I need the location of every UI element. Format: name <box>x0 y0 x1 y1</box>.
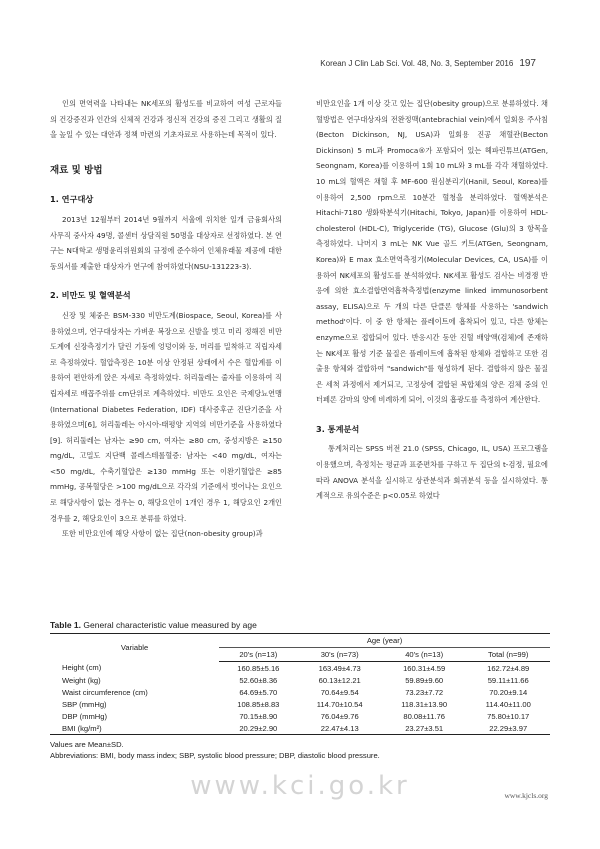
row-label: BMI (kg/m²) <box>50 722 219 735</box>
table-cell: 64.69±5.70 <box>239 687 278 697</box>
watermark: www.kci.go.kr <box>190 771 410 801</box>
blood-analysis-paragraph: 비만요인을 1개 이상 갖고 있는 집단(obesity group)으로 분류하였다. 채혈방법은 연구대상자의 전완정맥(antebrachial vein)에서 일회용 주사침(Becton Dickinson, NJ, USA)과 일회용 진공 채혈관(Becton Dickinson) 5 mL과 Promoca®가 포함되어 있는 헤파린튜브(ATGen, Seongnam, Korea)를 이용하여 1회 10 mL와 3 mL를 각각 채혈하였다. 10 mL의 혈액은 채혈 후 MF-600 원심분리기(Hanil, Seoul, Korea)를 이용하여 2,500 rpm으로 10분간 혈청을 분리하였다. 혈액분석은 Hitachi-7180 생화학분석기(Hitachi, Tokyo, Japan)를 이용하여 HDL-cholesterol (HDL-C), Triglyceride (TG), Glucose (Glu)의 3 항목을 측정하였다. 나머지 3 mL는 NK Vue 골드 키트(ATGen, Seongnam, Korea)와 E max 효소면역측정기(Molecular Devices, CA, USA)를 이용하여 NK세포의 활성도를 분석하였다. NK세포 활성도 검사는 비경쟁 반응에 의한 효소결합면역흡착측정법(enzyme linked immunosorbent assay, ELISA)으로 두 개의 다른 단클론 항체를 사용하는 'sandwich method'이다. 이 중 한 항체는 플레이트에 흡착되어 있고, 다른 항체는 enzyme으로 접합되어 있다. 반응시간 동안 진혈 배양액(검체)에 존재하는 NK세포 활성 기준 물질은 플레이트에 흡착된 항체와 결합하고 또한 검출용 항체와 결합하여 "sandwich"를 형성하게 된다. 결합하지 않은 물질은 세척 과정에서 제거되고, 고정상에 결합된 복합체의 양은 검체 중의 인터페론 감마의 양에 비례하게 되어, 이것의 흡광도를 측정하여 계산한다. <box>316 99 548 405</box>
subjects-paragraph: 2013년 12월부터 2014년 9월까지 서울에 위치한 일개 금융회사의 사무직 중사자 49명, 콜센터 상담직원 50명을 대상자로 선정하였다. 본 연구는 N대학교 생명윤리위원회의 규정에 준수하여 인체유래물 제공에 대한 동의서를 제출한 대상자가 연구에 참여하였다(NSU-131223-3). <box>50 214 282 271</box>
column-header: Total (n=99) <box>466 648 550 662</box>
table-title: General characteristic value measured by age <box>83 620 257 630</box>
table-cell: 22.29±3.97 <box>466 722 550 735</box>
table-cell: 52.60±8.36 <box>239 675 278 685</box>
table-cell: 23.27±3.51 <box>382 722 466 735</box>
row-label: SBP (mmHg) <box>62 699 107 709</box>
variable-header: Variable <box>50 634 219 662</box>
table-note-values: Values are Mean±SD. <box>50 740 124 749</box>
row-label: Height (cm) <box>62 663 102 673</box>
table-cell: 160.85±5.16 <box>237 663 280 673</box>
intro-paragraph: 인의 면역력을 나타내는 NK세포의 활성도를 비교하여 여성 근로자들의 건강증진과 인간의 신체적 건강과 정신적 건강의 증진 그리고 생활의 질을 높일 수 있는 대안과 정책 마련의 기초자료로 사용하는데 목적이 있다. <box>50 99 282 140</box>
table-cell: 59.11±11.66 <box>487 675 529 685</box>
table-cell: 20.29±2.90 <box>219 722 297 735</box>
table-cell: 70.15±8.90 <box>239 711 278 721</box>
row-label: Weight (kg) <box>62 675 101 685</box>
journal-citation: Korean J Clin Lab Sci. Vol. 48, No. 3, September 2016 <box>320 59 514 68</box>
table-cell: 160.31±4.59 <box>403 663 446 673</box>
table-row <box>50 674 550 686</box>
table-cell: 22.47±4.13 <box>297 722 381 735</box>
table-row <box>50 662 550 675</box>
footer-url: www.kjcls.org <box>504 791 548 800</box>
statistics-paragraph: 통계처리는 SPSS 버전 21.0 (SPSS, Chicago, IL, USA) 프로그램을 이용했으며, 측정치는 평균과 표준편차를 구하고 두 집단의 t-검정, 필요에 따라 ANOVA 분석을 실시하고 상관분석과 회귀분석 등을 실시하였다. 통계적으로 유의수준은 p<0.05로 하였다 <box>316 444 548 501</box>
table-cell: 59.89±9.60 <box>405 675 444 685</box>
obesity-paragraph: 신장 및 체중은 BSM-330 비만도계(Biospace, Seoul, Korea)를 사용하였으며, 연구대상자는 가벼운 복장으로 신발을 벗고 미리 정해진 비만도계에 신장측정기가 달린 기둥에 엉덩이와 등, 머리를 밀착하고 직립자세로 측정하였다. 혈압측정은 10분 이상 안정된 상태에서 수은 혈압계를 이용하여 편안하게 앉은 자세로 측정하였다. 허리둘레는 줄자를 이용하여 직립자세로 배꼽주위를 cm단위로 계측하였다. 비만도 요인은 국제당뇨연맹(International Diabetes Federation, IDF) 대사증후군 진단기준을 사용하였으며[6], 허리둘레는 아시아-태평양 지역의 비만기준을 사용하였다[9]. 허리둘레는 남자는 ≥90 cm, 여자는 ≥80 cm, 중성지방은 ≥150 mg/dL, 고밀도 지단백 콜레스테롤혈증: 남자는 <40 mg/dL, 여자는 <50 mg/dL, 수축기혈압은 ≥130 mmHg 또는 이완기혈압은 ≥85 mmHg, 공복혈당은 >100 mg/dL으로 각각의 기준에서 벗어나는 요인으로 해당사항이 없는 경우는 0, 해당요인이 1개인 경우 1, 해당요인 2개인 경우를 2, 해당요인이 3으로 분류를 하였다. <box>50 310 282 523</box>
table-note-abbreviations: Abbreviations: BMI, body mass index; SBP, systolic blood pressure; DBP, diastolic blood pressure. <box>50 751 380 760</box>
row-label: Waist circumference (cm) <box>62 687 148 697</box>
table-cell: 162.72±4.89 <box>487 663 530 673</box>
column-header: 20's (n=13) <box>219 648 297 662</box>
table-label: Table 1. <box>50 620 82 630</box>
table-cell: 76.04±9.76 <box>320 711 359 721</box>
table-notes <box>50 739 550 761</box>
table-cell: 70.64±9.54 <box>320 687 359 697</box>
row-label: DBP (mmHg) <box>62 711 108 721</box>
subsection-title-obesity-blood: 2. 비만도 및 혈액분석 <box>50 290 131 301</box>
table-cell: 163.49±4.73 <box>318 663 361 673</box>
table-cell: 73.23±7.72 <box>405 687 444 697</box>
subsection-title-statistics: 3. 통계분석 <box>316 423 360 434</box>
section-title-methods: 재료 및 방법 <box>50 164 103 176</box>
table-cell: 114.70±10.54 <box>316 699 363 709</box>
table-cell: 114.40±11.00 <box>485 699 531 709</box>
left-column <box>50 96 282 542</box>
table-row <box>50 722 550 735</box>
running-header <box>320 58 536 69</box>
obesity-paragraph-continued: 또한 비만요인에 해당 사항이 없는 집단(non-obesity group)과 <box>62 529 263 539</box>
table-cell: 70.20±9.14 <box>489 687 528 697</box>
column-header: 30's (n=73) <box>297 648 381 662</box>
column-header: 40's (n=13) <box>382 648 466 662</box>
table-cell: 118.31±13.90 <box>401 699 448 709</box>
table-row <box>50 698 550 710</box>
table-caption <box>50 620 550 630</box>
right-column <box>316 96 548 504</box>
table-1 <box>50 620 550 761</box>
subsection-title-subjects: 1. 연구대상 <box>50 194 94 205</box>
table-row <box>50 686 550 698</box>
age-group-header: Age (year) <box>219 634 550 648</box>
characteristics-table <box>50 633 550 735</box>
table-cell: 80.08±11.76 <box>403 711 445 721</box>
table-cell: 60.13±12.21 <box>318 675 361 685</box>
table-cell: 75.80±10.17 <box>487 711 530 721</box>
table-row <box>50 710 550 722</box>
table-cell: 108.85±8.83 <box>237 699 280 709</box>
page-number: 197 <box>519 58 536 69</box>
